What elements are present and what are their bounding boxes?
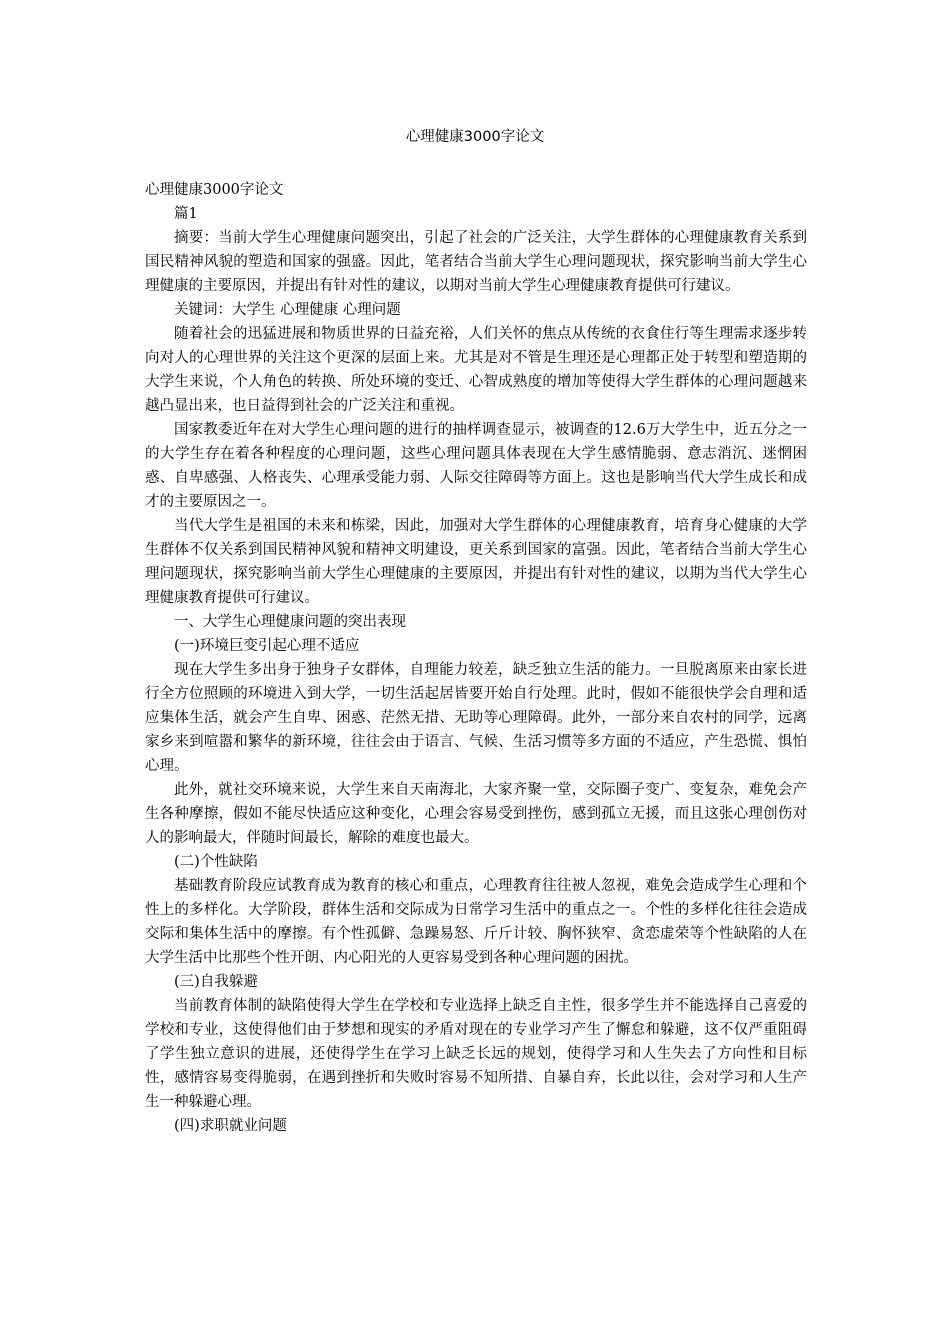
- body-heading: 心理健康3000字论文: [145, 182, 284, 198]
- document-body: [145, 178, 807, 1138]
- body-paragraph: 国家教委近年在对大学生心理问题的进行的抽样调查显示，被调查的12.6万大学生中，近五分之一的大学生存在着各种程度的心理问题，这些心理问题具体表现在大学生感情脆弱、意志消沉、迷惘困惑、自卑感强、人格丧失、心理承受能力弱、人际交往障碍等方面上。这也是影响当代大学生成长和成才的主要原因之一。: [145, 422, 807, 510]
- chapter-label: 篇1: [174, 206, 198, 222]
- body-paragraph: 基础教育阶段应试教育成为教育的核心和重点，心理教育往往被人忽视，难免会造成学生心理和个性上的多样化。大学阶段，群体生活和交际成为日常学习生活中的重点之一。个性的多样化往往会造成交际和集体生活中的摩擦。有个性孤僻、急躁易怒、斤斤计较、胸怀狭窄、贪恋虚荣等个性缺陷的人在大学生活中比那些个性开朗、内心阳光的人更容易受到各种心理问题的困扰。: [145, 878, 807, 966]
- body-paragraph: 当前教育体制的缺陷使得大学生在学校和专业选择上缺乏自主性，很多学生并不能选择自己喜爱的学校和专业，这使得他们由于梦想和现实的矛盾对现在的专业学习产生了懈怠和躲避，这不仅严重阻碍了学生独立意识的进展，还使得学生在学习上缺乏长远的规划，使得学习和人生失去了方向性和目标性，感情容易变得脆弱，在遇到挫折和失败时容易不知所措、自暴自弃，长此以往，会对学习和人生产生一种躲避心理。: [145, 998, 807, 1110]
- subsection-heading: (三)自我躲避: [174, 974, 258, 990]
- abstract-paragraph: 摘要：当前大学生心理健康问题突出，引起了社会的广泛关注，大学生群体的心理健康教育关系到国民精神风貌的塑造和国家的强盛。因此，笔者结合当前大学生心理问题现状，探究影响当前大学生心理健康的主要原因，并提出有针对性的建议，以期对当前大学生心理健康教育提供可行建议。: [145, 230, 807, 294]
- body-paragraph: 当代大学生是祖国的未来和栋梁，因此，加强对大学生群体的心理健康教育，培育身心健康的大学生群体不仅关系到国民精神风貌和精神文明建设，更关系到国家的富强。因此，笔者结合当前大学生心理问题现状，探究影响当前大学生心理健康的主要原因，并提出有针对性的建议，以期为当代大学生心理健康教育提供可行建议。: [145, 518, 807, 606]
- body-paragraph: 随着社会的迅猛进展和物质世界的日益充裕，人们关怀的焦点从传统的衣食住行等生理需求逐步转向对人的心理世界的关注这个更深的层面上来。尤其是对不管是生理还是心理都正处于转型和塑造期的大学生来说，个人角色的转换、所处环境的变迁、心智成熟度的增加等使得大学生群体的心理问题越来越凸显出来，也日益得到社会的广泛关注和重视。: [145, 326, 807, 414]
- keywords-line: 关键词：大学生 心理健康 心理问题: [174, 302, 401, 318]
- subsection-heading: (四)求职就业问题: [174, 1118, 287, 1134]
- document-title: 心理健康3000字论文: [405, 129, 545, 145]
- subsection-heading: (一)环境巨变引起心理不适应: [174, 638, 360, 654]
- subsection-heading: (二)个性缺陷: [174, 854, 258, 870]
- body-paragraph: 此外，就社交环境来说，大学生来自天南海北，大家齐聚一堂，交际圈子变广、变复杂，难免会产生各种摩擦，假如不能尽快适应这种变化，心理会容易受到挫伤，感到孤立无援，而且这张心理创伤对人的影响最大，伴随时间最长，解除的难度也最大。: [145, 782, 807, 846]
- section-heading: 一、大学生心理健康问题的突出表现: [174, 614, 406, 630]
- body-paragraph: 现在大学生多出身于独身子女群体，自理能力较差，缺乏独立生活的能力。一旦脱离原来由家长进行全方位照顾的环境进入到大学，一切生活起居皆要开始自行处理。此时，假如不能很快学会自理和适应集体生活，就会产生自卑、困惑、茫然无措、无助等心理障碍。此外，一部分来自农村的同学，远离家乡来到喧嚣和繁华的新环境，往往会由于语言、气候、生活习惯等多方面的不适应，产生恐慌、惧怕心理。: [145, 662, 807, 774]
